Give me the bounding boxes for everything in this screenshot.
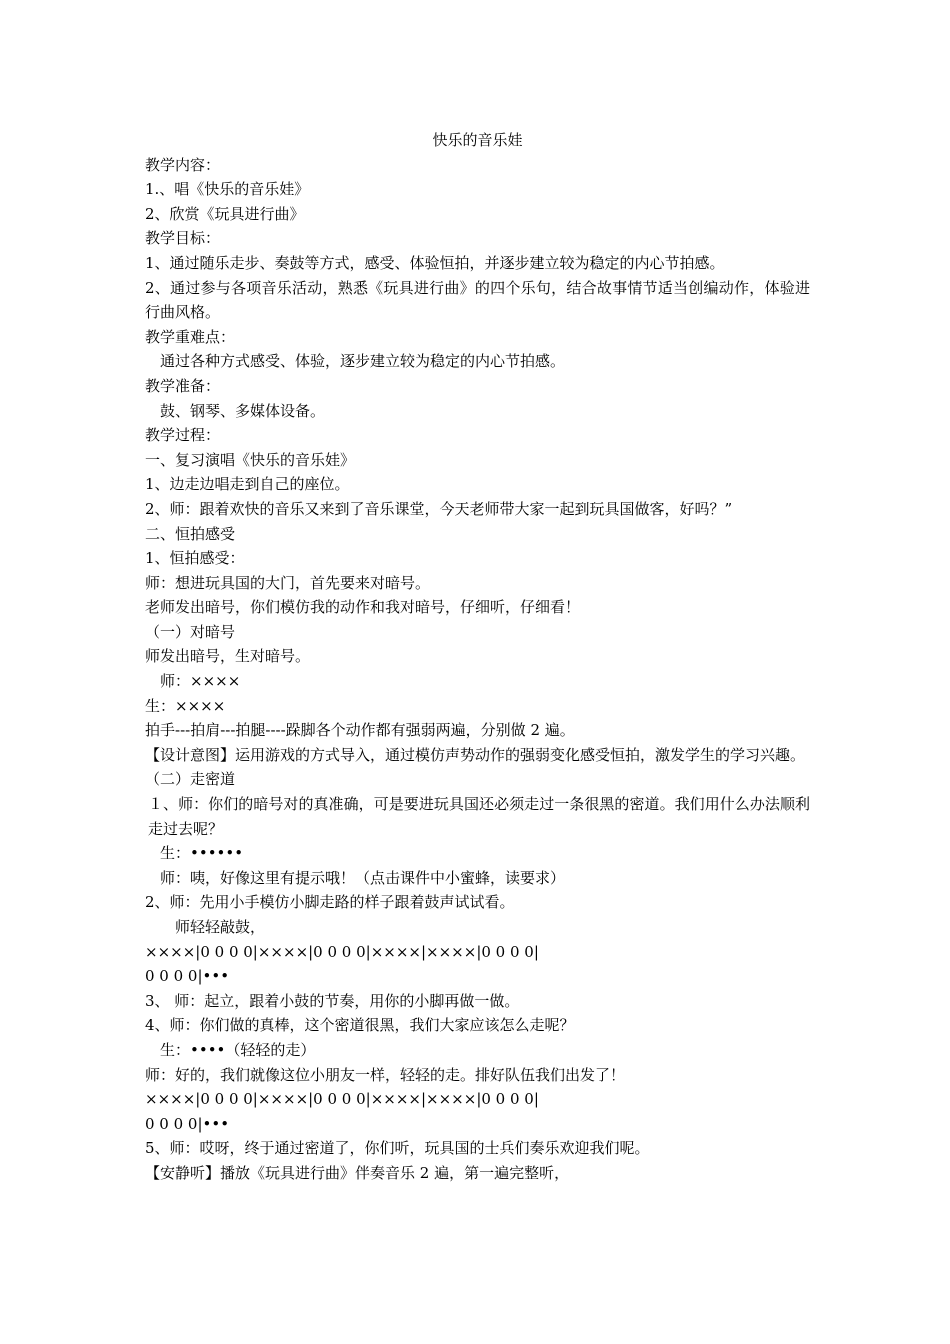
text-line: 师：想进玩具国的大门，首先要来对暗号。 [145,573,431,592]
text-line: 生：×××× [145,696,226,715]
text-line: 老师发出暗号，你们模仿我的动作和我对暗号，仔细听，仔细看！ [145,598,581,617]
text-line: 1.、唱《快乐的音乐娃》 [145,180,310,199]
text-line: ××××|0 0 0 0|××××|0 0 0 0|××××|××××|0 0 0 0| [145,1090,539,1109]
text-line: （二）走密道 [145,770,236,789]
text-line: 师轻轻敲鼓， [175,918,266,936]
text-line: 5、师：哎呀，终于通过密道了，你们听，玩具国的士兵们奏乐欢迎我们呢。 [145,1139,650,1158]
text-line: 生：•••••• [160,844,244,863]
text-line: 教学过程： [145,426,221,445]
text-line: 教学重难点： [145,327,236,346]
text-line: 1、通过随乐走步、奏鼓等方式，感受、体验恒拍，并逐步建立较为稳定的内心节拍感。 [145,253,725,272]
text-line: （一）对暗号 [145,622,236,641]
document-page [145,128,810,1186]
text-line: 鼓、钢琴、多媒体设备。 [160,401,326,420]
text-line: 师：×××× [160,672,241,691]
text-line: 一、复习演唱《快乐的音乐娃》 [145,450,356,469]
text-line: 0 0 0 0|••• [145,1114,230,1133]
text-line: 2、师：先用小手模仿小脚走路的样子跟着鼓声试试看。 [145,893,515,912]
text-line: 1、恒拍感受： [145,549,245,568]
document-body [145,153,810,1186]
text-line: 教学准备： [145,376,221,395]
text-line: 2、师：跟着欢快的音乐又来到了音乐课堂，今天老师带大家一起到玩具国做客，好吗？” [145,499,733,518]
text-line: 师：咦，好像这里有提示哦！（点击课件中小蜜蜂，读要求） [160,868,566,887]
text-line: 生：••••（轻轻的走） [160,1040,316,1059]
text-line: 师发出暗号，生对暗号。 [145,647,311,666]
text-line: 1、边走边唱走到自己的座位。 [145,475,350,494]
text-line: １、师：你们的暗号对的真准确，可是要进玩具国还必须走过一条很黑的密道。我们用什么办法顺利走过去呢？ [148,795,810,838]
text-line: 3、 师：起立，跟着小鼓的节奏，用你的小脚再做一做。 [145,991,520,1010]
document-title: 快乐的音乐娃 [432,131,523,149]
text-line: ××××|0 0 0 0|××××|0 0 0 0|××××|××××|0 0 0 0| [145,942,539,961]
text-line: 教学内容： [145,155,221,174]
text-line: 2、欣赏《玩具进行曲》 [145,204,305,223]
text-line: 0 0 0 0|••• [145,967,230,986]
text-line: 【设计意图】运用游戏的方式导入，通过模仿声势动作的强弱变化感受恒拍，激发学生的学习兴趣。 [145,745,806,764]
text-line: 二、恒拍感受 [145,524,236,543]
text-line: 拍手---拍肩---拍腿----跺脚各个动作都有强弱两遍，分别做 2 遍。 [145,721,575,740]
text-line: 通过各种方式感受、体验，逐步建立较为稳定的内心节拍感。 [160,352,566,371]
text-line: 4、师：你们做的真棒，这个密道很黑，我们大家应该怎么走呢？ [145,1016,575,1035]
text-line: 师：好的，我们就像这位小朋友一样，轻轻的走。排好队伍我们出发了！ [145,1065,626,1084]
text-line: 2、通过参与各项音乐活动，熟悉《玩具进行曲》的四个乐句，结合故事情节适当创编动作，体验进行曲风格。 [145,278,810,322]
text-line: 【安静听】播放《玩具进行曲》伴奏音乐 2 遍，第一遍完整听， [145,1163,570,1182]
text-line: 教学目标： [145,229,221,248]
